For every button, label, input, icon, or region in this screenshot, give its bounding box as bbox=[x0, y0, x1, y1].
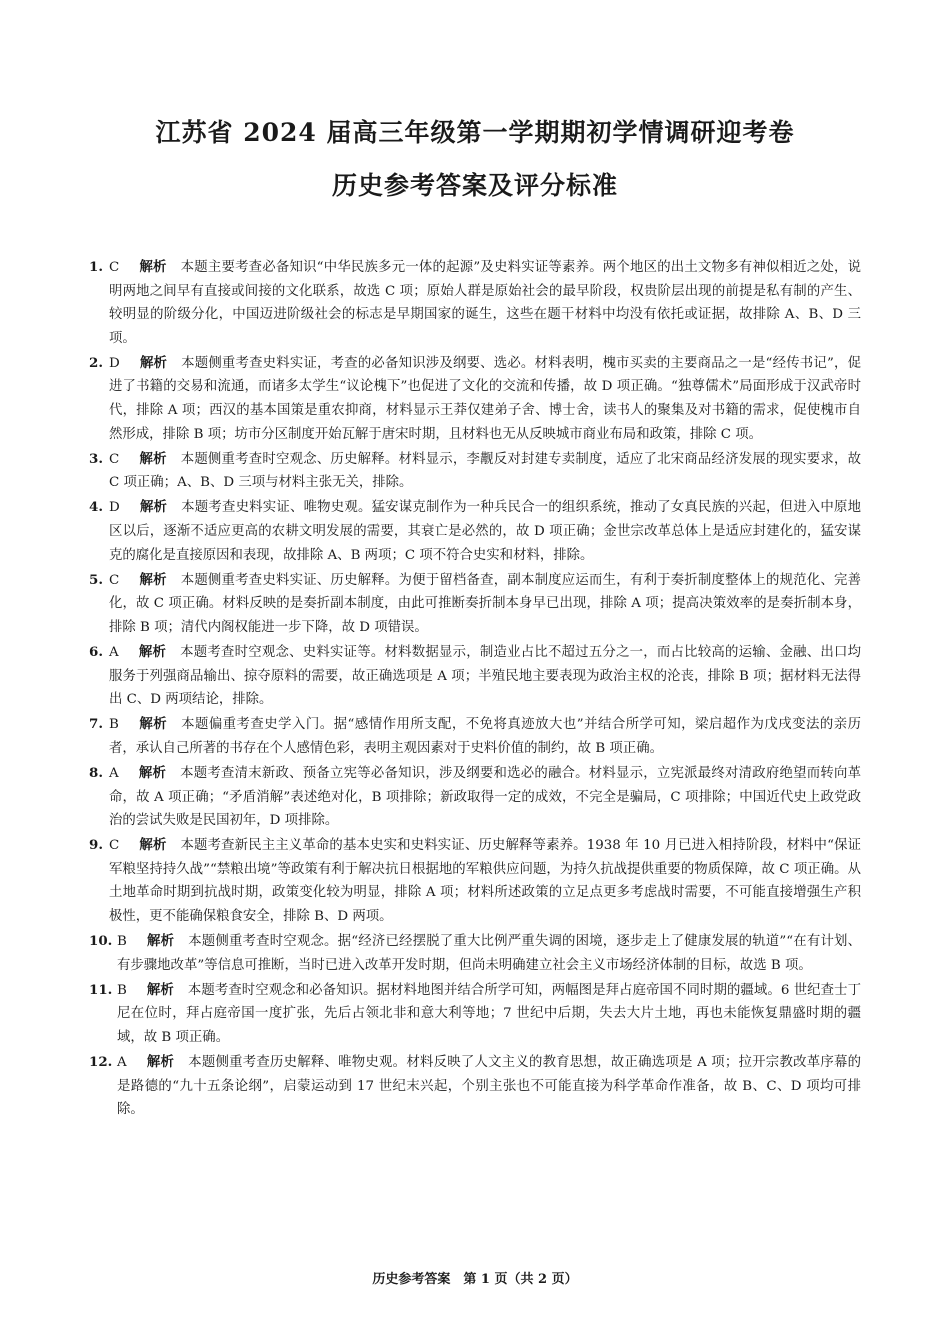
answer-item-6 bbox=[89, 641, 861, 712]
answer-item-7 bbox=[89, 713, 861, 760]
item-number: 11. bbox=[89, 981, 113, 998]
item-answer: C bbox=[109, 572, 120, 588]
item-explanation: 本题侧重考查史料实证，考查的必备知识涉及纲要、选必。材料表明，槐市买卖的主要商品之一是“经传书记”，促进了书籍的交易和流通，而诸多太学生“议论槐下”也促进了文化的交流和传播，故 D 项正确。“独尊儒术”局面形成于汉武帝时代，排除 A 项；西汉的基本国策是重农抑商，材料显示王莽仅建弟子舍、博士舍，读书人的聚集及对书籍的需求，促使槐市自然形成，排除 B 项；坊市分区制度开始瓦解于唐宋时期，且材料也无从反映城市商业布局和政策，排除 C 项。 bbox=[109, 355, 861, 442]
item-answer: C bbox=[109, 260, 120, 275]
answer-item-3 bbox=[89, 448, 861, 495]
answer-item-2 bbox=[89, 352, 861, 446]
analysis-label: 解析 bbox=[138, 644, 167, 660]
item-explanation: 本题考查时空观念、史料实证等。材料数据显示，制造业占比不超过五分之一，而占比较高的运输、金融、出口均服务于列强商品输出、掠夺原料的需要，故正确选项是 A 项；半殖民地主要表现为政治主权的沦丧，排除 B 项；据材料无法得出 C、D 两项结论，排除。 bbox=[109, 645, 862, 708]
item-answer: A bbox=[109, 765, 119, 781]
analysis-label: 解析 bbox=[138, 716, 168, 733]
analysis-label: 解析 bbox=[139, 571, 167, 588]
item-explanation: 本题侧重考查时空观念。据“经济已经摆脱了重大比例严重失调的困境，逐步走上了健康发展的轨道”“在有计划、有步骤地改革”等信息可推断，当时已进入改革开发时期，但尚未明确建立社会主义市场经济体制的目标，故选 B 项。 bbox=[117, 934, 861, 973]
item-number: 9. bbox=[89, 837, 103, 854]
item-answer: C bbox=[109, 451, 120, 467]
item-explanation: 本题考查史料实证、唯物史观。猛安谋克制作为一种兵民合一的组织系统，推动了女真民族的兴起，但进入中原地区以后，逐渐不适应更高的农耕文明发展的需要，其衰亡是必然的，故 D 项正确；金世宗改革总体上是适应封建化的，猛安谋克的腐化是直接原因和表现，故排除 A、B 两项；C 项不符合史实和材料，排除。 bbox=[109, 500, 862, 563]
item-number: 8. bbox=[89, 764, 103, 781]
item-explanation: 本题考查时空观念和必备知识。据材料地图并结合所学可知，两幅图是拜占庭帝国不同时期的疆域。6 世纪查士丁尼在位时，拜占庭帝国一度扩张，先后占领北非和意大利等地；7 世纪中后期，失去大片土地，再也未能恢复鼎盛时期的疆域，故 B 项正确。 bbox=[117, 982, 861, 1045]
item-answer: A bbox=[117, 1055, 127, 1071]
item-explanation: 本题侧重考查历史解释、唯物史观。材料反映了人文主义的教育思想，故正确选项是 A 项；拉开宗教改革序幕的是路德的“九十五条论纲”，启蒙运动到 17 世纪末兴起，个别主张也不可能直接为科学革命作准备，故 B、C、D 项均可排除。 bbox=[117, 1055, 861, 1118]
document-title: 江苏省 2024 届高三年级第一学期期初学情调研迎考卷 bbox=[155, 118, 795, 147]
item-explanation: 本题考查新民主主义革命的基本史实和史料实证、历史解释等素养。1938 年 10 月已进入相持阶段，材料中“保证军粮坚持持久战”“禁粮出境”等政策有利于解决抗日根据地的军粮供应问题，为持久抗战提供重要的物质保障，故 C 项正确。从土地革命时期到抗战时期，政策变化较为明显，排除 A 项；材料所述政策的立足点更多考虑战时需要，不可能直接增强生产积极性，更不能确保粮食安全，排除 B、D 两项。 bbox=[109, 838, 861, 925]
item-explanation: 本题侧重考查时空观念、历史解释。材料显示，李觏反对封建专卖制度，适应了北宋商品经济发展的现实要求，故 C 项正确；A、B、D 三项与材料主张无关，排除。 bbox=[109, 451, 862, 491]
item-number: 12. bbox=[89, 1054, 113, 1071]
item-explanation: 本题偏重考查史学入门。据“感情作用所支配，不免将真迹放大也”并结合所学可知，梁启超作为戊戌变法的亲历者，承认自己所著的书存在个人感情色彩，表明主观因素对于史料价值的制约，故 B 项正确。 bbox=[109, 717, 861, 756]
item-answer: D bbox=[109, 500, 120, 516]
answer-item-1 bbox=[89, 256, 861, 350]
analysis-label: 解析 bbox=[146, 1054, 175, 1071]
item-number: 3. bbox=[89, 450, 103, 467]
analysis-label: 解析 bbox=[146, 933, 175, 950]
item-explanation: 本题考查清末新政、预备立宪等必备知识，涉及纲要和选必的融合。材料显示，立宪派最终对清政府绝望而转向革命，故 A 项正确；“矛盾消解”表述绝对化，B 项排除；新政取得一定的成效，不完全是骗局，C 项排除；中国近代史上政党政治的尝试失败是民国初年，D 项排除。 bbox=[109, 765, 862, 829]
answer-list bbox=[89, 256, 861, 1123]
answer-item-8 bbox=[89, 762, 861, 833]
answer-item-9 bbox=[89, 834, 861, 928]
item-answer: C bbox=[109, 838, 120, 854]
analysis-label: 解析 bbox=[139, 450, 167, 467]
item-number: 4. bbox=[89, 499, 103, 516]
page-footer: 历史参考答案 第 1 页（共 2 页） bbox=[372, 1272, 578, 1287]
analysis-label: 解析 bbox=[139, 499, 168, 516]
item-explanation: 本题侧重考查史料实证、历史解释。为便于留档备查，副本制度应运而生，有利于奏折制度整体上的规范化、完善化，故 C 项正确。材料反映的是奏折副本制度，由此可推断奏折制本身早已出现，排除 A 项；提高决策效率的是奏折制本身，排除 B 项；清代内阁权能进一步下降，故 D 项错误。 bbox=[109, 572, 862, 635]
analysis-label: 解析 bbox=[146, 981, 174, 998]
answer-item-12 bbox=[89, 1051, 861, 1122]
item-answer: D bbox=[109, 355, 120, 371]
analysis-label: 解析 bbox=[138, 764, 167, 781]
item-number: 7. bbox=[89, 716, 103, 733]
item-number: 6. bbox=[89, 644, 103, 660]
answer-item-10 bbox=[89, 930, 861, 977]
analysis-label: 解析 bbox=[139, 354, 168, 371]
item-answer: B bbox=[117, 982, 127, 998]
item-number: 10. bbox=[89, 933, 113, 950]
item-answer: B bbox=[109, 717, 119, 733]
answer-item-4 bbox=[89, 496, 861, 567]
analysis-label: 解析 bbox=[139, 837, 167, 854]
item-number: 5. bbox=[89, 571, 103, 588]
item-answer: A bbox=[109, 645, 119, 660]
item-number: 2. bbox=[89, 354, 103, 371]
document-subtitle: 历史参考答案及评分标准 bbox=[331, 171, 618, 200]
item-explanation: 本题主要考查必备知识“中华民族多元一体的起源”及史料实证等素养。两个地区的出土文物多有神似相近之处，说明两地之间早有直接或间接的文化联系，故选 C 项；原始人群是原始社会的最早阶段，权贵阶层出现的前提是私有制的产生、较明显的阶级分化，中国迈进阶级社会的标志是早期国家的诞生，这些在题干材料中均没有依托或证据，故排除 A、B、D 三项。 bbox=[109, 260, 861, 346]
item-number: 1. bbox=[89, 259, 103, 275]
answer-item-11 bbox=[89, 979, 861, 1050]
analysis-label: 解析 bbox=[139, 259, 167, 275]
item-answer: B bbox=[117, 934, 127, 950]
answer-item-5 bbox=[89, 569, 861, 640]
